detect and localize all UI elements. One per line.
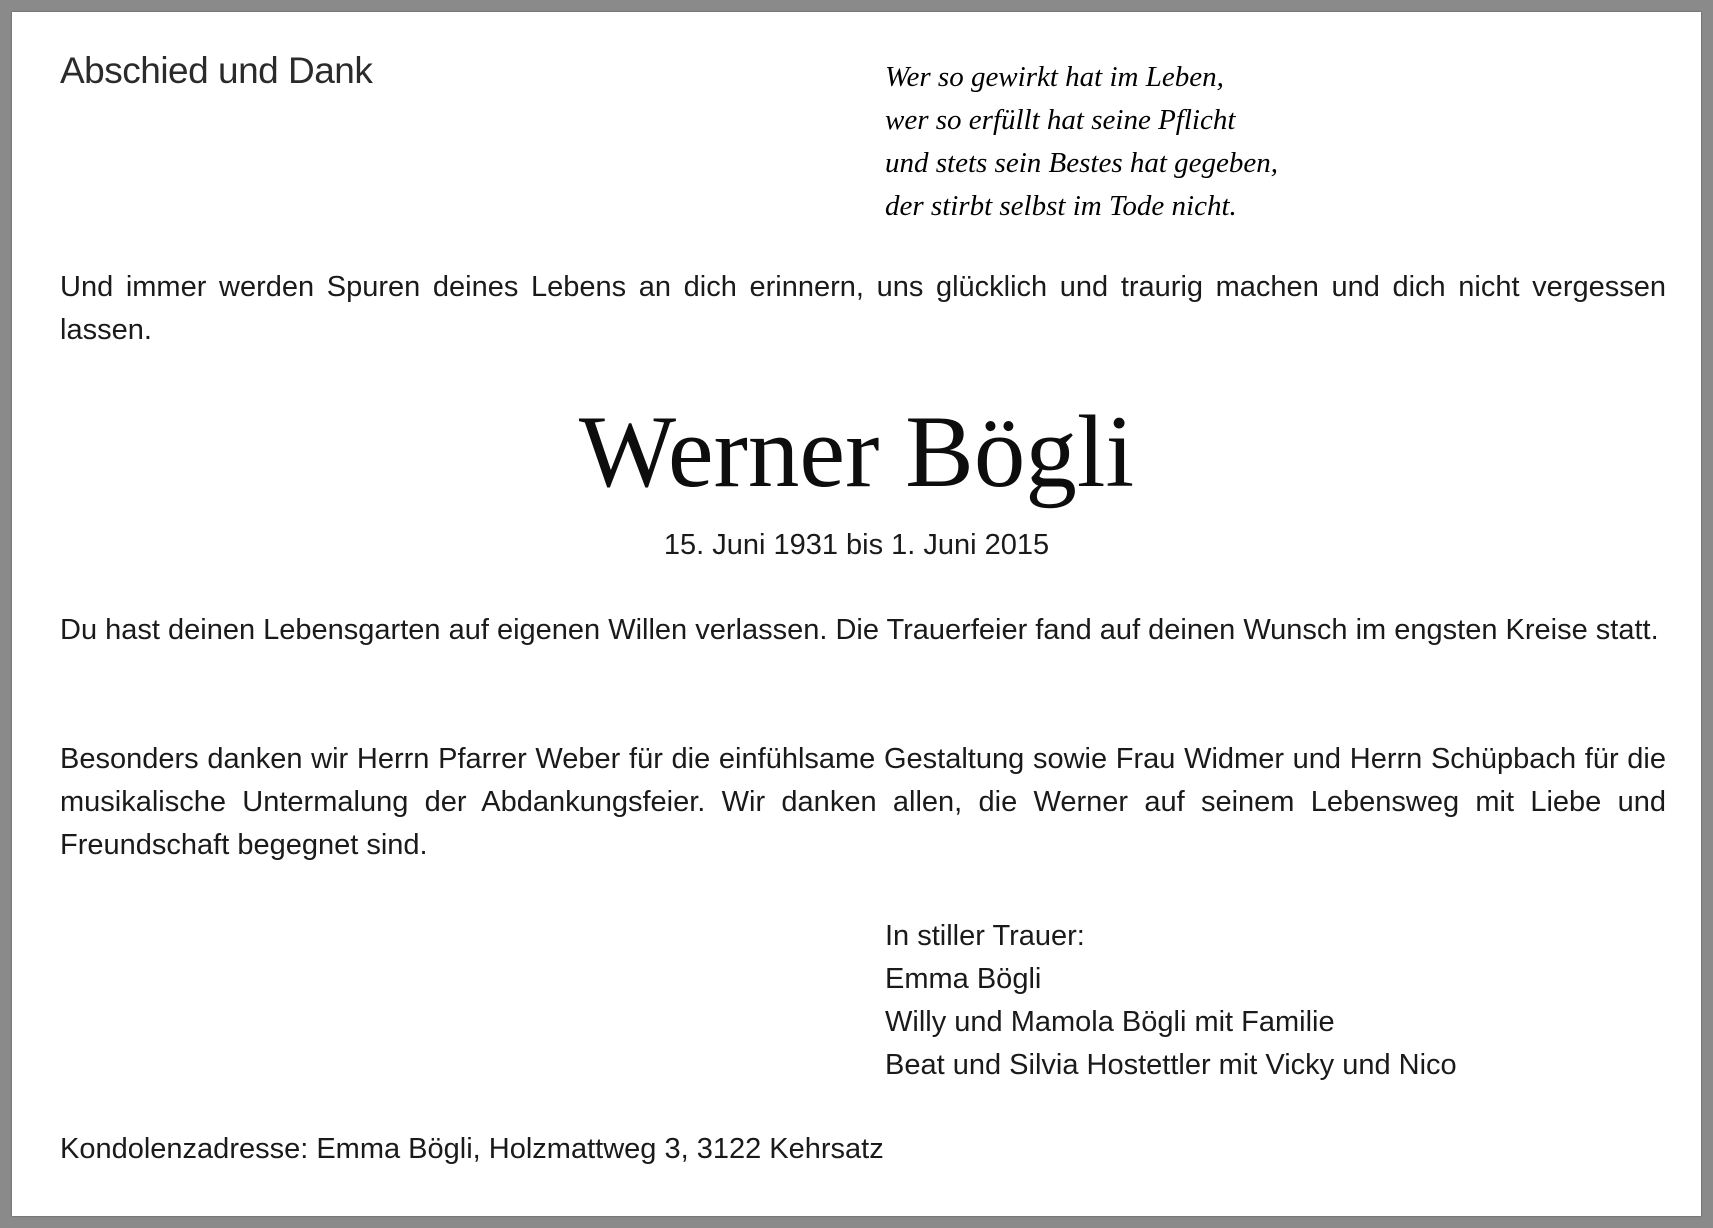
poem-line: wer so erfüllt hat seine Pflicht	[885, 104, 1236, 136]
condolence-address: Kondolenzadresse: Emma Bögli, Holzmattweg 3, 3122 Kehrsatz	[60, 1133, 884, 1165]
funeral-paragraph: Du hast deinen Lebensgarten auf eigenen Willen verlassen. Die Trauerfeier fand auf deinen Wunsch im engsten Kreise statt.	[60, 614, 1659, 646]
poem-line: der stirbt selbst im Tode nicht.	[885, 190, 1237, 222]
mourner-entry: Emma Bögli	[885, 963, 1042, 995]
intro-paragraph: Und immer werden Spuren deines Lebens an dich erinnern, uns glücklich und traurig machen und dich nicht vergessen lassen.	[60, 271, 1666, 346]
thanks-paragraph: Besonders danken wir Herrn Pfarrer Weber für die einfühlsame Gestaltung sowie Frau Widmer und Herrn Schüpbach für die musikalische Untermalung der Abdankungsfeier. Wir danken allen, die Werner auf seinem Lebensweg mit Liebe und Freundschaft begegnet sind.	[60, 743, 1666, 861]
mourner-entry: Willy und Mamola Bögli mit Familie	[885, 1006, 1335, 1038]
obituary-page	[12, 12, 1701, 1216]
life-dates: 15. Juni 1931 bis 1. Juni 2015	[663, 529, 1050, 561]
mourner-entry: Beat und Silvia Hostettler mit Vicky und Nico	[885, 1049, 1457, 1081]
mourners-block	[885, 915, 1457, 1087]
deceased-name: Werner Bögli	[578, 395, 1135, 509]
poem-line: und stets sein Bestes hat gegeben,	[885, 147, 1279, 179]
poem	[885, 56, 1278, 228]
poem-line: Wer so gewirkt hat im Leben,	[885, 61, 1224, 93]
notice-heading: Abschied und Dank	[60, 50, 373, 91]
mourners-intro: In stiller Trauer:	[885, 920, 1085, 952]
